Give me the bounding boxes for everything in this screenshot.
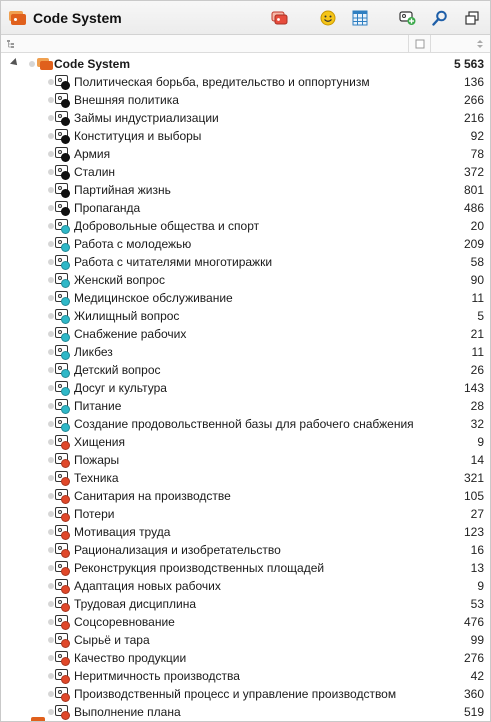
code-row[interactable] bbox=[1, 631, 490, 649]
status-dot-icon[interactable] bbox=[48, 691, 54, 697]
code-tag-icon bbox=[55, 93, 70, 107]
code-color-icon bbox=[61, 459, 70, 468]
code-label: Техника bbox=[74, 471, 119, 485]
code-color-icon bbox=[61, 153, 70, 162]
code-tag-icon bbox=[55, 453, 70, 467]
code-label: Займы индустриализации bbox=[74, 111, 219, 125]
code-color-icon bbox=[61, 207, 70, 216]
code-tag-icon bbox=[55, 111, 70, 125]
code-color-icon bbox=[61, 603, 70, 612]
undock-window-button[interactable] bbox=[460, 7, 484, 29]
code-row[interactable] bbox=[1, 397, 490, 415]
code-row[interactable] bbox=[1, 595, 490, 613]
code-count: 105 bbox=[463, 489, 484, 503]
code-color-icon bbox=[61, 387, 70, 396]
code-label: Потери bbox=[74, 507, 115, 521]
code-tag-icon bbox=[55, 507, 70, 521]
code-color-icon bbox=[61, 117, 70, 126]
code-row[interactable] bbox=[1, 217, 490, 235]
code-label: Питание bbox=[74, 399, 122, 413]
code-count: 9 bbox=[477, 579, 484, 593]
code-color-icon bbox=[61, 549, 70, 558]
code-row[interactable] bbox=[1, 379, 490, 397]
code-count: 11 bbox=[471, 345, 484, 359]
memo-column-header[interactable] bbox=[408, 35, 430, 53]
status-dot-icon[interactable] bbox=[48, 601, 54, 607]
code-label: Партийная жизнь bbox=[74, 183, 171, 197]
status-dot-icon[interactable] bbox=[48, 115, 54, 121]
code-tag-icon bbox=[55, 399, 70, 413]
new-codes-icon bbox=[271, 10, 289, 26]
code-tree bbox=[1, 53, 490, 721]
code-label: Хищения bbox=[74, 435, 125, 449]
code-color-icon bbox=[61, 567, 70, 576]
code-tag-icon bbox=[55, 615, 70, 629]
code-color-icon bbox=[61, 531, 70, 540]
tree-root-row[interactable] bbox=[1, 55, 490, 73]
status-dot-icon[interactable] bbox=[48, 583, 54, 589]
code-count: 372 bbox=[463, 165, 484, 179]
code-row[interactable] bbox=[1, 361, 490, 379]
code-color-icon bbox=[61, 477, 70, 486]
code-label: Работа с молодежью bbox=[74, 237, 192, 251]
panel-toolbar bbox=[268, 7, 484, 29]
root-label: Code System bbox=[54, 57, 131, 71]
status-dot-icon[interactable] bbox=[29, 61, 35, 67]
status-dot-icon[interactable] bbox=[48, 475, 54, 481]
code-label: Создание продовольственной базы для рабочего снабжения bbox=[74, 417, 414, 431]
code-row[interactable] bbox=[1, 91, 490, 109]
code-row[interactable] bbox=[1, 325, 490, 343]
code-label: Пожары bbox=[74, 453, 120, 467]
code-count: 92 bbox=[470, 129, 484, 143]
status-dot-icon[interactable] bbox=[48, 79, 54, 85]
code-count: 16 bbox=[470, 543, 484, 557]
code-row[interactable] bbox=[1, 523, 490, 541]
code-tag-icon bbox=[55, 651, 70, 665]
code-label: Выполнение плана bbox=[74, 705, 181, 719]
code-tag-icon bbox=[55, 345, 70, 359]
code-label: Политическая борьба, вредительство и оппортунизм bbox=[74, 75, 370, 89]
code-tag-icon bbox=[55, 417, 70, 431]
status-dot-icon[interactable] bbox=[48, 277, 54, 283]
code-count: 321 bbox=[463, 471, 484, 485]
code-tag-icon bbox=[55, 165, 70, 179]
code-count: 486 bbox=[463, 201, 484, 215]
code-count: 136 bbox=[463, 75, 484, 89]
code-tag-icon bbox=[55, 183, 70, 197]
smiley-icon bbox=[320, 10, 336, 26]
code-color-icon bbox=[61, 621, 70, 630]
code-color-icon bbox=[61, 315, 70, 324]
code-count: 11 bbox=[471, 291, 484, 305]
next-code-system-icon bbox=[31, 717, 45, 721]
code-label: Мотивация труда bbox=[74, 525, 171, 539]
code-row[interactable] bbox=[1, 127, 490, 145]
code-count: 143 bbox=[463, 381, 484, 395]
code-tag-icon bbox=[55, 669, 70, 683]
code-tag-icon bbox=[55, 525, 70, 539]
emoticode-button[interactable] bbox=[316, 7, 340, 29]
status-dot-icon[interactable] bbox=[48, 493, 54, 499]
code-count: 801 bbox=[463, 183, 484, 197]
code-tag-icon bbox=[55, 705, 70, 719]
code-row[interactable] bbox=[1, 433, 490, 451]
code-row[interactable] bbox=[1, 613, 490, 631]
code-color-icon bbox=[61, 225, 70, 234]
code-label: Добровольные общества и спорт bbox=[74, 219, 260, 233]
code-label: Сталин bbox=[74, 165, 116, 179]
code-tag-icon bbox=[55, 75, 70, 89]
code-row[interactable] bbox=[1, 253, 490, 271]
code-count: 14 bbox=[470, 453, 484, 467]
code-tag-icon bbox=[55, 291, 70, 305]
code-count: 13 bbox=[470, 561, 484, 575]
code-label: Соцсоревнование bbox=[74, 615, 175, 629]
code-row[interactable] bbox=[1, 469, 490, 487]
status-dot-icon[interactable] bbox=[48, 259, 54, 265]
status-dot-icon[interactable] bbox=[48, 133, 54, 139]
status-dot-icon[interactable] bbox=[48, 421, 54, 427]
code-label: Жилищный вопрос bbox=[74, 309, 180, 323]
code-row[interactable] bbox=[1, 73, 490, 91]
status-dot-icon[interactable] bbox=[48, 313, 54, 319]
code-row[interactable] bbox=[1, 667, 490, 685]
search-button[interactable] bbox=[428, 7, 452, 29]
code-row[interactable] bbox=[1, 703, 490, 721]
status-dot-icon[interactable] bbox=[48, 529, 54, 535]
status-dot-icon[interactable] bbox=[48, 511, 54, 517]
panel-titlebar bbox=[1, 1, 490, 35]
add-code-icon bbox=[399, 10, 417, 26]
code-color-icon bbox=[61, 711, 70, 720]
code-row[interactable] bbox=[1, 271, 490, 289]
code-row[interactable] bbox=[1, 415, 490, 433]
code-count: 209 bbox=[463, 237, 484, 251]
code-count: 21 bbox=[470, 327, 484, 341]
code-tag-icon bbox=[55, 561, 70, 575]
code-tag-icon bbox=[55, 273, 70, 287]
code-label: Досуг и культура bbox=[74, 381, 167, 395]
code-color-icon bbox=[61, 675, 70, 684]
code-tag-icon bbox=[55, 147, 70, 161]
code-tag-icon bbox=[55, 327, 70, 341]
code-row[interactable] bbox=[1, 559, 490, 577]
code-tag-icon bbox=[55, 471, 70, 485]
code-tag-icon bbox=[55, 489, 70, 503]
code-tag-icon bbox=[55, 381, 70, 395]
status-dot-icon[interactable] bbox=[48, 295, 54, 301]
status-dot-icon[interactable] bbox=[48, 97, 54, 103]
code-label: Неритмичность производства bbox=[74, 669, 240, 683]
status-dot-icon[interactable] bbox=[48, 169, 54, 175]
code-count: 20 bbox=[470, 219, 484, 233]
code-tag-icon bbox=[55, 255, 70, 269]
new-codes-button[interactable] bbox=[268, 7, 292, 29]
code-count: 53 bbox=[470, 597, 484, 611]
code-count: 476 bbox=[463, 615, 484, 629]
code-system-icon bbox=[7, 10, 27, 26]
code-count: 78 bbox=[470, 147, 484, 161]
code-label: Реконструкция производственных площадей bbox=[74, 561, 325, 575]
status-dot-icon[interactable] bbox=[48, 619, 54, 625]
code-color-icon bbox=[61, 441, 70, 450]
code-row[interactable] bbox=[1, 289, 490, 307]
collapse-arrow-icon[interactable] bbox=[10, 58, 20, 68]
tree-column-header[interactable] bbox=[1, 39, 21, 49]
code-color-icon bbox=[61, 81, 70, 90]
code-count: 28 bbox=[470, 399, 484, 413]
code-row[interactable] bbox=[1, 145, 490, 163]
code-count: 216 bbox=[463, 111, 484, 125]
code-tag-icon bbox=[55, 201, 70, 215]
code-color-icon bbox=[61, 279, 70, 288]
code-row[interactable] bbox=[1, 505, 490, 523]
code-label: Производственный процесс и управление производством bbox=[74, 687, 397, 701]
code-row[interactable] bbox=[1, 451, 490, 469]
code-count: 26 bbox=[470, 363, 484, 377]
code-color-icon bbox=[61, 405, 70, 414]
code-label: Конституция и выборы bbox=[74, 129, 202, 143]
status-dot-icon[interactable] bbox=[48, 709, 54, 715]
add-code-button[interactable] bbox=[396, 7, 420, 29]
status-dot-icon[interactable] bbox=[48, 673, 54, 679]
code-color-icon bbox=[61, 693, 70, 702]
code-row[interactable] bbox=[1, 307, 490, 325]
code-label: Внешняя политика bbox=[74, 93, 179, 107]
code-color-icon bbox=[61, 171, 70, 180]
code-count: 27 bbox=[470, 507, 484, 521]
code-matrix-button[interactable] bbox=[348, 7, 372, 29]
code-tag-icon bbox=[55, 543, 70, 557]
status-dot-icon[interactable] bbox=[48, 349, 54, 355]
code-label: Санитария на производстве bbox=[74, 489, 231, 503]
code-row[interactable] bbox=[1, 109, 490, 127]
hierarchy-icon bbox=[6, 39, 16, 49]
status-dot-icon[interactable] bbox=[48, 457, 54, 463]
code-color-icon bbox=[61, 351, 70, 360]
status-dot-icon[interactable] bbox=[48, 331, 54, 337]
code-tag-icon bbox=[55, 309, 70, 323]
panel-title: Code System bbox=[33, 9, 122, 26]
code-row[interactable] bbox=[1, 199, 490, 217]
status-dot-icon[interactable] bbox=[48, 241, 54, 247]
code-count: 5 bbox=[477, 309, 484, 323]
code-color-icon bbox=[61, 513, 70, 522]
code-color-icon bbox=[61, 423, 70, 432]
memo-icon bbox=[415, 39, 425, 49]
code-color-icon bbox=[61, 261, 70, 270]
code-tag-icon bbox=[55, 219, 70, 233]
column-header-row bbox=[1, 35, 490, 53]
code-color-icon bbox=[61, 639, 70, 648]
code-tag-icon bbox=[55, 435, 70, 449]
code-count: 32 bbox=[470, 417, 484, 431]
code-color-icon bbox=[61, 585, 70, 594]
code-count: 276 bbox=[463, 651, 484, 665]
code-count: 266 bbox=[463, 93, 484, 107]
code-label: Качество продукции bbox=[74, 651, 187, 665]
code-color-icon bbox=[61, 369, 70, 378]
code-tag-icon bbox=[55, 129, 70, 143]
code-label: Детский вопрос bbox=[74, 363, 161, 377]
code-label: Пропаганда bbox=[74, 201, 141, 215]
undock-window-icon bbox=[465, 11, 479, 25]
code-color-icon bbox=[61, 99, 70, 108]
code-tag-icon bbox=[55, 597, 70, 611]
code-row[interactable] bbox=[1, 577, 490, 595]
code-label: Ликбез bbox=[74, 345, 113, 359]
status-dot-icon[interactable] bbox=[48, 439, 54, 445]
sort-icon bbox=[476, 39, 484, 49]
code-count: 99 bbox=[470, 633, 484, 647]
frequency-column-header[interactable] bbox=[430, 35, 490, 53]
code-label: Работа с читателями многотиражки bbox=[74, 255, 273, 269]
status-dot-icon[interactable] bbox=[48, 367, 54, 373]
code-label: Адаптация новых рабочих bbox=[74, 579, 221, 593]
search-icon bbox=[432, 10, 448, 26]
status-dot-icon[interactable] bbox=[48, 205, 54, 211]
status-dot-icon[interactable] bbox=[48, 187, 54, 193]
code-label: Армия bbox=[74, 147, 111, 161]
root-count: 5 563 bbox=[453, 57, 484, 71]
code-label: Медицинское обслуживание bbox=[74, 291, 233, 305]
code-label: Женский вопрос bbox=[74, 273, 165, 287]
code-color-icon bbox=[61, 333, 70, 342]
code-count: 519 bbox=[463, 705, 484, 719]
status-dot-icon[interactable] bbox=[48, 403, 54, 409]
code-count: 360 bbox=[463, 687, 484, 701]
code-color-icon bbox=[61, 189, 70, 198]
code-count: 90 bbox=[470, 273, 484, 287]
code-label: Сырьё и тара bbox=[74, 633, 150, 647]
status-dot-icon[interactable] bbox=[48, 565, 54, 571]
code-count: 58 bbox=[470, 255, 484, 269]
code-label: Рационализация и изобретательство bbox=[74, 543, 281, 557]
code-label: Снабжение рабочих bbox=[74, 327, 187, 341]
code-count: 123 bbox=[463, 525, 484, 539]
code-system-icon bbox=[36, 58, 53, 70]
status-dot-icon[interactable] bbox=[48, 637, 54, 643]
status-dot-icon[interactable] bbox=[48, 385, 54, 391]
code-color-icon bbox=[61, 495, 70, 504]
table-grid-icon bbox=[352, 10, 368, 26]
status-dot-icon[interactable] bbox=[48, 223, 54, 229]
code-color-icon bbox=[61, 135, 70, 144]
code-row[interactable] bbox=[1, 181, 490, 199]
status-dot-icon[interactable] bbox=[48, 655, 54, 661]
code-tag-icon bbox=[55, 579, 70, 593]
code-count: 42 bbox=[470, 669, 484, 683]
code-row[interactable] bbox=[1, 343, 490, 361]
code-row[interactable] bbox=[1, 685, 490, 703]
code-color-icon bbox=[61, 297, 70, 306]
code-tag-icon bbox=[55, 687, 70, 701]
status-dot-icon[interactable] bbox=[48, 547, 54, 553]
code-row[interactable] bbox=[1, 487, 490, 505]
code-row[interactable] bbox=[1, 649, 490, 667]
code-row[interactable] bbox=[1, 235, 490, 253]
code-tag-icon bbox=[55, 633, 70, 647]
code-row[interactable] bbox=[1, 541, 490, 559]
code-tag-icon bbox=[55, 237, 70, 251]
code-label: Трудовая дисциплина bbox=[74, 597, 197, 611]
code-tag-icon bbox=[55, 363, 70, 377]
code-count: 9 bbox=[477, 435, 484, 449]
code-color-icon bbox=[61, 657, 70, 666]
status-dot-icon[interactable] bbox=[48, 151, 54, 157]
code-row[interactable] bbox=[1, 163, 490, 181]
code-color-icon bbox=[61, 243, 70, 252]
